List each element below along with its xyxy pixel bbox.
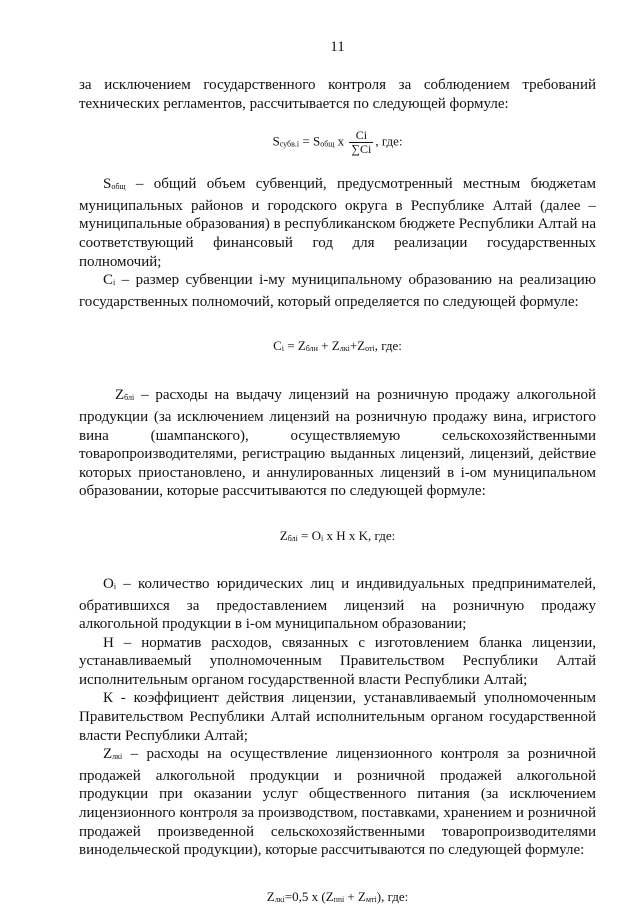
paragraph-oi [79, 575, 596, 634]
formula-4-b-sub: пnі [333, 894, 345, 904]
formula-4-a-sub: лкi [274, 894, 285, 904]
formula-zlki [79, 888, 596, 909]
formula-2-tail: , где: [374, 338, 402, 354]
paragraph-s-obsh-text: – общий объем субвенций, предусмотренный местным бюджетам муниципальных районов и городского округа в Республике Алтай (далее – муниципальные образования) в республиканском бюджете Республики Алтай на соответствующий финансовый год для реализации государственных полномочий; [79, 176, 596, 270]
formula-2-c: + Z [317, 338, 340, 354]
formula-1-lhs-sub: субв.i [279, 139, 300, 149]
symbol-z-lki-sub: лкі [112, 752, 123, 762]
paragraph-zlki-text: – расходы на осуществление лицензионного контроля за розничной продажей алкогольной продукции и розничной продажей алкогольной продукции при оказании услуг общественного питания (за исключением лицензионного контроля за производством, поставками, хранением и розничной продажей произведенной сельскохозяйственными товаропроизводителями винодельческой продукции), которые рассчитываются по следующей формуле: [79, 746, 596, 859]
paragraph-s-obsh [79, 175, 596, 271]
formula-zbli [79, 527, 596, 548]
formula-2-b: = Z [283, 338, 306, 354]
formula-3-tail: x H x K, где: [323, 527, 396, 543]
formula-2-d: +Z [349, 338, 366, 354]
symbol-c: C [103, 272, 114, 289]
symbol-z-lki: Z [103, 746, 113, 763]
formula-1-numerator: Ci [349, 129, 373, 143]
paragraph-h: Н – норматив расходов, связанных с изготовлением бланка лицензии, устанавливаемый уполномоченным Правительством Республики Алтай исполнительным органом государственной власти Республики Алтай; [79, 634, 596, 688]
formula-subvention-total [79, 129, 596, 156]
formula-2-b-sub: бли [305, 344, 318, 354]
formula-4-tail: ), где: [376, 888, 409, 904]
symbol-s-sub: общ [111, 182, 126, 192]
paragraph-k: К - коэффициент действия лицензии, устанавливаемый уполномоченным Правительством Республики Алтай исполнительным органом государственной власти Республики Алтай; [79, 690, 596, 744]
symbol-s: S [103, 176, 112, 193]
formula-2-a-sub: i [281, 344, 284, 354]
formula-3-b-sub: i [321, 533, 324, 543]
symbol-o: O [103, 575, 114, 592]
formula-ci [79, 337, 596, 358]
paragraph-zbli-text: – расходы на выдачу лицензий на розничную продажу алкогольной продукции (за исключением лицензий на розничную продажу вина, игристого вина (шампанского), осуществляемую сельскохозяйственными товаропроизводителями, регистрацию выданных лицензий, лицензий, действие которых приостановлено, и аннулированных лицензий в i-ом муниципальном образовании, которые рассчитываются по следующей формуле: [79, 387, 596, 500]
symbol-c-sub: i [113, 278, 116, 288]
formula-4-a: Z [266, 888, 275, 904]
symbol-z-bli-sub: блі [124, 393, 135, 403]
formula-1-denominator: ∑Ci [351, 142, 372, 157]
paragraph-zlki [79, 745, 596, 860]
formula-2-a: C [273, 338, 282, 354]
formula-1-eq: = S [299, 133, 321, 149]
formula-3-b: = O [297, 527, 322, 543]
formula-1-tail: , где: [375, 133, 403, 149]
formula-2-c-sub: лкi [339, 344, 350, 354]
formula-1-times: x [334, 133, 348, 149]
intro-paragraph: за исключением государственного контроля за соблюдением требований технических регламентов, рассчитывается по следующей формуле: [79, 77, 596, 112]
formula-4-b: =0,5 x (Z [284, 888, 334, 904]
paragraph-oi-text: – количество юридических лиц и индивидуальных предпринимателей, обратившихся за предоставлением лицензий на розничную продажу алкогольной продукции в i-ом муниципальном образовании; [79, 575, 596, 633]
formula-1-fraction [349, 129, 373, 156]
formula-4-c: + Z [344, 888, 366, 904]
symbol-z-bli: Z [115, 387, 125, 404]
symbol-o-sub: i [113, 581, 117, 591]
paragraph-ci-text: – размер субвенции i-му муниципальному образованию на реализацию государственных полномочий, который определяется по следующей формуле: [79, 272, 596, 310]
formula-1-lhs: S [272, 133, 280, 149]
formula-2-d-sub: отi [365, 344, 375, 354]
formula-3-a: Z [279, 527, 288, 543]
formula-3-a-sub: блі [287, 533, 298, 543]
paragraph-zbli [79, 386, 596, 501]
page-number: 11 [330, 39, 345, 55]
paragraph-ci [79, 271, 596, 311]
formula-4-c-sub: мтi [365, 894, 377, 904]
formula-1-rhs-sub: общ [320, 139, 335, 149]
